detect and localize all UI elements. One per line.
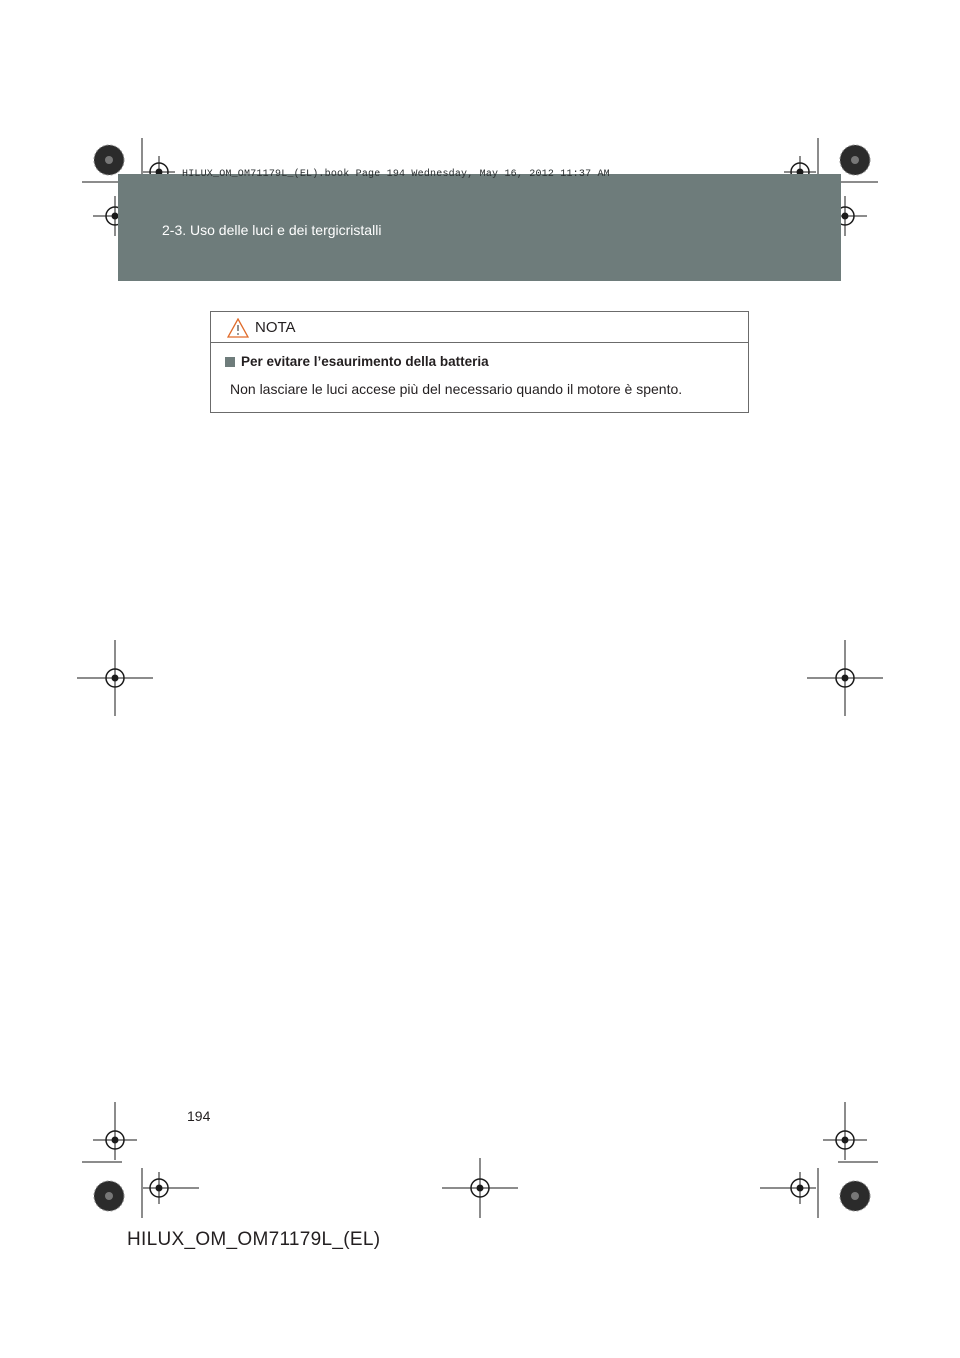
page-number: 194 (187, 1108, 211, 1124)
section-title: 2-3. Uso delle luci e dei tergicristalli (162, 222, 382, 238)
document-code: HILUX_OM_OM71179L_(EL) (127, 1229, 381, 1250)
notice-label: NOTA (255, 319, 296, 336)
notice-header (211, 312, 748, 343)
color-registration-disc-icon (94, 145, 870, 1211)
notice-box (210, 311, 749, 413)
notice-item-title-text: Per evitare l’esaurimento della batteria (241, 354, 489, 369)
bullet-square-icon (225, 357, 235, 367)
warning-triangle-icon (227, 318, 249, 338)
file-stamp: HILUX_OM_OM71179L_(EL).book Page 194 Wednesday, May 16, 2012 11:37 AM (182, 169, 610, 180)
notice-text: Non lasciare le luci accese più del necessario quando il motore è spento. (230, 381, 683, 397)
notice-item-title (225, 354, 489, 369)
